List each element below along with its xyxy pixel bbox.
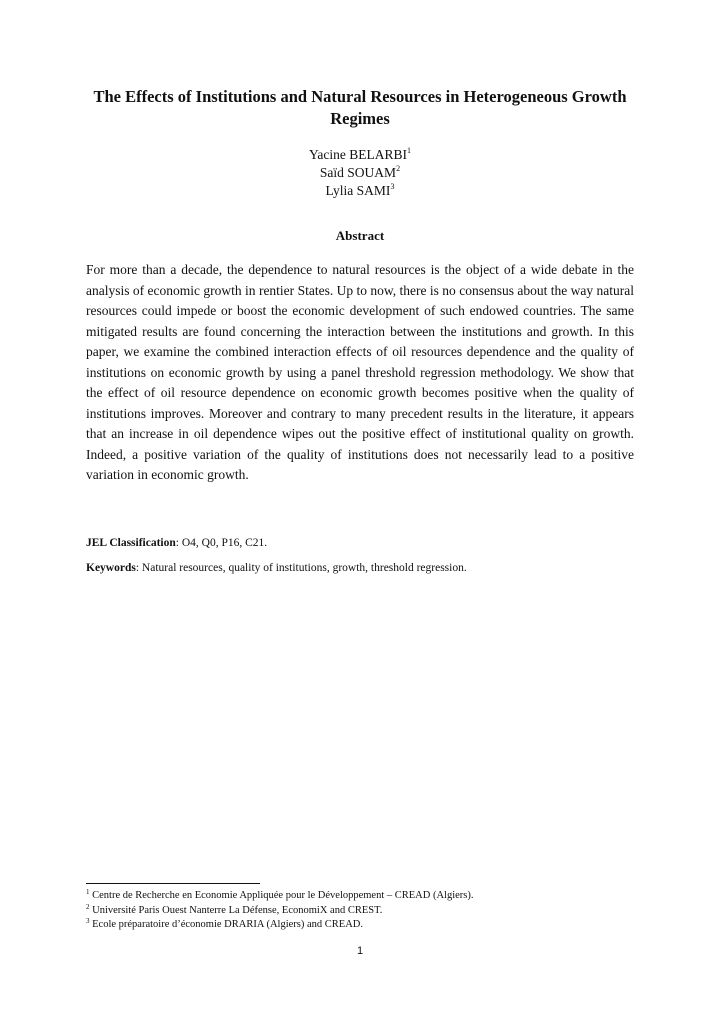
jel-label: JEL Classification xyxy=(86,537,176,549)
page-number: 1 xyxy=(356,945,364,957)
footnotes xyxy=(86,889,646,933)
author-list xyxy=(0,146,720,200)
paper-title: The Effects of Institutions and Natural Resources in Heterogeneous Growth Regimes xyxy=(93,87,627,128)
footnote xyxy=(86,889,646,904)
author-entry xyxy=(0,146,720,164)
footnote-text: Ecole préparatoire d’économie DRARIA (Algiers) and CREAD. xyxy=(92,919,364,930)
author-name: Lylia SAMI xyxy=(325,183,391,198)
author-footnote-mark: 1 xyxy=(407,146,411,155)
author-entry xyxy=(0,182,720,200)
abstract-heading: Abstract xyxy=(335,228,385,243)
keywords xyxy=(86,562,634,574)
footnote xyxy=(86,918,646,933)
author-footnote-mark: 2 xyxy=(396,164,401,173)
footnote-mark: 1 xyxy=(86,888,90,896)
footnote-mark: 2 xyxy=(86,902,90,911)
footnote xyxy=(86,904,646,919)
author-name: Yacine BELARBI xyxy=(308,147,407,162)
jel-value: : O4, Q0, P16, C21. xyxy=(175,537,268,549)
footnote-text: Université Paris Ouest Nanterre La Défense, EconomiX and CREST. xyxy=(92,904,383,916)
keywords-value: : Natural resources, quality of institutions, growth, threshold regression. xyxy=(135,562,467,574)
keywords-label: Keywords xyxy=(86,562,136,574)
abstract-body: For more than a decade, the dependence to natural resources is the object of a wide debate in the analysis of economic growth in rentier States. Up to now, there is no consensus about the way natural resources could impede or boost the economic development of such endowed countries. The same mitigated results are found concerning the interaction between the institutions and growth. In this paper, we examine the combined interaction effects of oil resources dependence and the quality of institutions on economic growth by using a panel threshold regression methodology. We show that the effect of oil resource dependence on economic growth becomes positive when the quality of institutions improves. Moreover and contrary to many precedent results in the literature, it appears that an increase in oil dependence wipes out the positive effect of institutional quality on growth. Indeed, a positive variation of the quality of institutions does not necessarily lead to a positive variation in economic growth. xyxy=(86,262,634,482)
footnote-mark: 3 xyxy=(86,917,90,925)
footnote-separator xyxy=(86,883,260,884)
author-footnote-mark: 3 xyxy=(390,182,395,191)
author-entry xyxy=(0,164,720,182)
author-name: Saïd SOUAM xyxy=(319,165,397,180)
footnote-text: Centre de Recherche en Economie Appliquée pour le Développement – CREAD (Algiers). xyxy=(92,890,474,901)
jel-classification xyxy=(86,537,634,549)
